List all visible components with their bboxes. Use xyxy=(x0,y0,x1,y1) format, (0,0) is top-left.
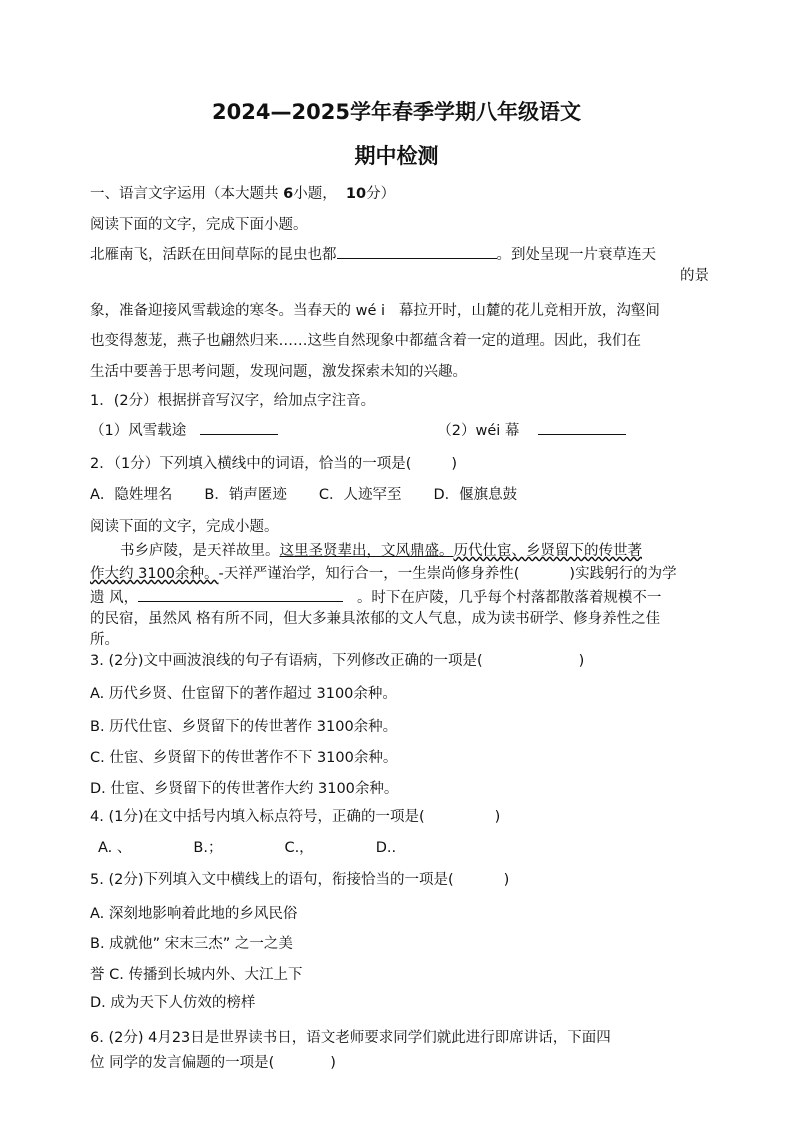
question-1-stem: 1．(2分）根据拼音写汉字，给加点字注音。 xyxy=(90,393,376,409)
exam-title-line1: 2024—2025学年春季学期八年级语文 xyxy=(212,100,581,124)
question-3-option-b: B. 历代仕宦、乡贤留下的传世著作 3100余种。 xyxy=(90,719,398,735)
section-heading: 一、语言文字运用（本大题共 6小题， 10分） xyxy=(90,186,396,202)
passage1-line1: 北雁南飞，活跃在田间草际的昆虫也都 。到处呈现一片衰草连天 xyxy=(90,244,656,265)
question-4-options xyxy=(98,838,396,858)
answer-blank xyxy=(337,244,497,259)
option: D.. xyxy=(375,840,397,856)
question-3-stem: 3. (2分)文中画波浪线的句子有语病，下列修改正确的一项是( ) xyxy=(90,653,585,669)
option: A．隐姓埋名 xyxy=(90,487,173,503)
question-3-option-c: C. 仕宦、乡贤留下的传世著作不下 3100余种。 xyxy=(90,750,398,766)
question-5-stem: 5. (2分)下列填入文中横线上的语句，衔接恰当的一项是( ) xyxy=(90,872,510,888)
question-1-parts: （1）风雪载途 （2）wéi 幕 xyxy=(90,420,626,441)
passage1-line3: 象，准备迎接风雪载途的寒冬。当春天的 wé i 幕拉开时，山麓的花儿竞相开放，沟壑间 xyxy=(90,303,660,319)
question-6-line1: 6. (2分) 4月23日是世界读书日，语文老师要求同学们就此进行即席讲话，下面四 xyxy=(90,1030,611,1046)
question-5-option-d: D. 成为天下人仿效的榜样 xyxy=(90,995,256,1011)
option: B．销声匿迹 xyxy=(204,487,287,503)
question-5-option-c: 誉 C. 传播到长城内外、大江上下 xyxy=(90,967,303,983)
option: D．偃旗息鼓 xyxy=(433,487,518,503)
question-4-stem: 4. (1分)在文中括号内填入标点符号，正确的一项是( ) xyxy=(90,809,501,825)
question-5-option-a: A. 深刻地影响着此地的乡风民俗 xyxy=(90,906,298,922)
passage2-line5: 所。 xyxy=(90,632,119,648)
passage2-line3: 遗 风， 。时下在庐陵，几乎每个村落都散落着规模不一 xyxy=(90,587,661,608)
answer-blank xyxy=(200,420,278,435)
option: B.； xyxy=(193,840,223,856)
question-3-option-a: A. 历代乡贤、仕宦留下的著作超过 3100余种。 xyxy=(90,686,397,702)
passage2-intro: 阅读下面的文字，完成小题。 xyxy=(90,519,279,535)
exam-title-line2: 期中检测 xyxy=(354,144,439,168)
question-5-option-b: B. 成就他” 宋末三杰” 之一之美 xyxy=(90,936,293,952)
answer-blank xyxy=(138,587,343,602)
passage1-intro: 阅读下面的文字，完成下面小题。 xyxy=(90,217,308,233)
option: C.， xyxy=(284,840,314,856)
option: A. 、 xyxy=(98,840,132,856)
passage2-line4: 的民宿，虽然风 格有所不同，但大多兼具浓郁的文人气息，成为读书研学、修身养性之佳 xyxy=(90,611,661,627)
passage1-line2: 的景 xyxy=(680,268,709,284)
question-2-stem: 2．（1分）下列填入横线中的词语，恰当的一项是( ) xyxy=(90,456,458,472)
passage2-line2: 作大约 3100余种。-天祥严谨治学，知行合一，一生崇尚修身养性( )实践躬行的为学 xyxy=(90,566,677,582)
question-2-options xyxy=(90,485,517,505)
question-3-option-d: D. 仕宦、乡贤留下的传世著作大约 3100余种。 xyxy=(90,781,399,797)
passage1-line5: 生活中要善于思考问题，发现问题，激发探索未知的兴趣。 xyxy=(90,364,467,380)
question-6-line2: 位 同学的发言偏题的一项是( ) xyxy=(90,1055,336,1071)
answer-blank xyxy=(538,420,626,435)
passage1-line4: 也变得葱茏，燕子也翩然归来……这些自然现象中都蕴含着一定的道理。因此，我们在 xyxy=(90,333,641,349)
option: C．人迹罕至 xyxy=(318,487,402,503)
passage2-line1: 书乡庐陵，是天祥故里。这里圣贤辈出，文风鼎盛。历代仕宦、乡贤留下的传世著 xyxy=(120,543,642,559)
